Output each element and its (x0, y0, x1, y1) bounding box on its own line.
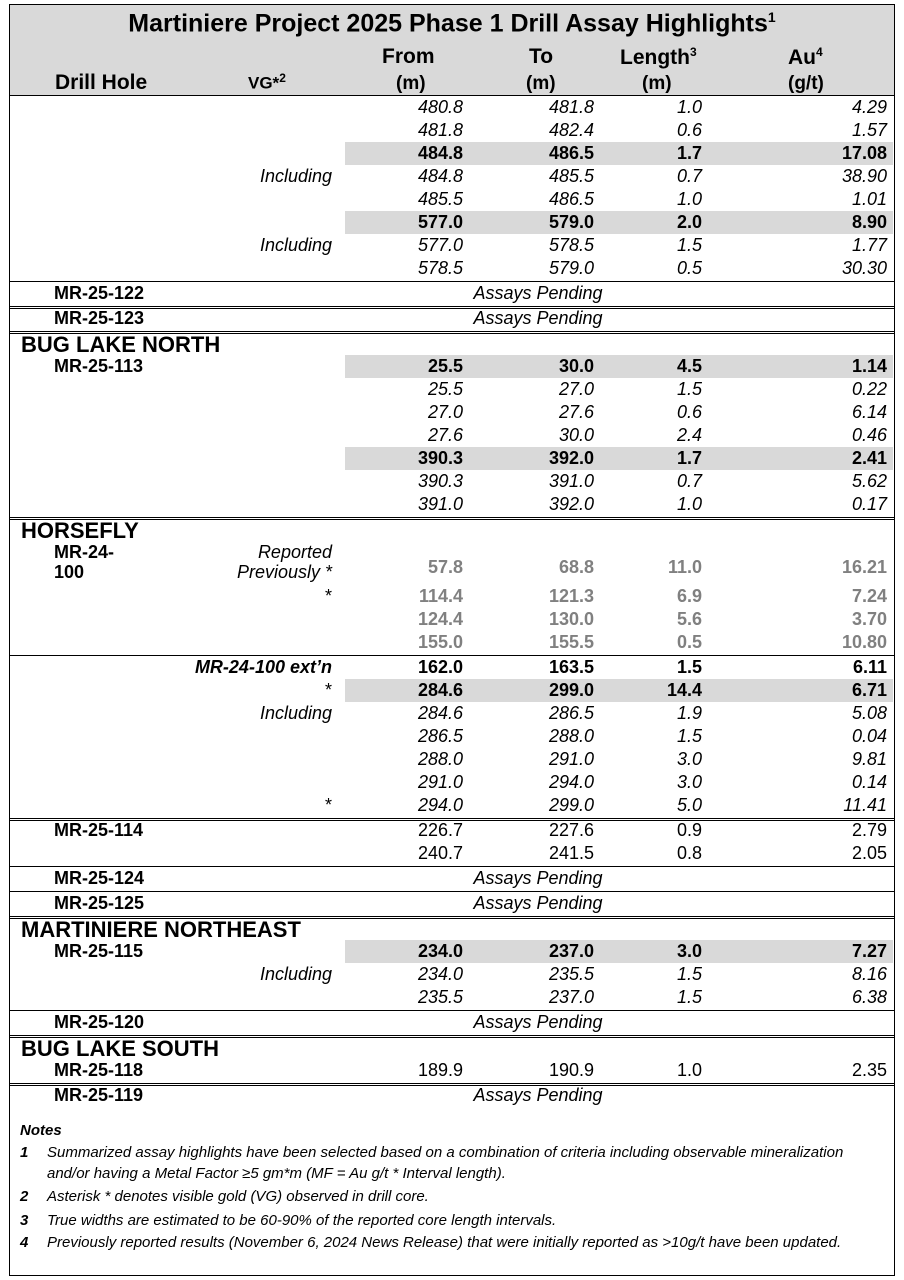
vg-cell: Including (259, 703, 332, 723)
from-value: 484.8 (417, 166, 463, 186)
from-value: 284.6 (417, 703, 463, 723)
length-value: 0.8 (676, 843, 702, 863)
length-value: 1.5 (676, 726, 702, 746)
col-header-vg: VG*$^2$ (248, 71, 286, 93)
col-header-length: Length$^3$ (620, 45, 697, 69)
length-value: 1.0 (676, 494, 702, 514)
table-row (9, 541, 895, 585)
from-value: 294.0 (417, 795, 463, 815)
to-value: 241.5 (548, 843, 594, 863)
au-value: 1.77 (851, 235, 887, 255)
from-value: 234.0 (417, 941, 463, 961)
col-header-au-unit: (g/t) (788, 73, 824, 94)
table-title: Martiniere Project 2025 Phase 1 Drill Assay Highlights$^1$ (128, 9, 776, 38)
table-row (9, 355, 895, 378)
length-value: 3.0 (676, 772, 702, 792)
to-value: 286.5 (548, 703, 594, 723)
from-value: 484.8 (417, 143, 463, 163)
au-value: 8.16 (851, 964, 887, 984)
table-row (9, 748, 895, 771)
au-value: 0.14 (851, 772, 887, 792)
section-title: BUG LAKE SOUTH (21, 1036, 219, 1061)
table-row (9, 1059, 895, 1082)
to-value: 27.6 (558, 402, 594, 422)
from-value: 240.7 (417, 843, 463, 863)
length-value: 0.7 (676, 471, 702, 491)
assay-table: Martiniere Project 2025 Phase 1 Drill Assay Highlights$^1$ Drill Hole VG*$^2$ From (m) To (m) Length$^3$ (m) Au$^4$ (g/t) 480.8 481.8 1.0 4.29 481.8 482.4 0.6 1.57 484.8 486.5 1.7 17.08 Including 484.8 485.5 0.7 38.90 485.5 486.5 1.0 1.01 577.0 579.0 2.0 8.90 Including 577.0 578.5 1.5 1.77 578.5 579.0 0.5 30.30 MR-25-122 Assays Pending MR-25-123 Assays Pending BUG LAKE NORTH MR-25-113 25.5 30.0 4.5 1.14 25.5 27.0 1.5 0.22 27.0 27.6 0.6 6.14 27.6 30.0 2.4 0.46 390.3 392.0 1.7 2.41 390.3 391.0 0.7 5.62 391.0 392.0 1.0 0.17 HORSEFLY MR-24-100 Reported Previously * 57.8 68.8 11.0 16.21 * 114.4 121.3 6.9 7.24 124.4 130.0 5.6 3.70 155.0 155.5 0.5 10.80 MR-24-100 ext’n 162.0 163.5 1.5 6.11 * 284.6 299.0 14.4 6.71 Including 284.6 286.5 1.9 5.08 286.5 288.0 1.5 0.04 288.0 291.0 3.0 9.81 291.0 294.0 3.0 0.14 * 294.0 299.0 5.0 11.41 MR-25-114 226.7 227.6 0.9 2.79 240.7 241.5 0.8 2.05 MR-25-124 Assays Pending MR-25-125 Assays Pending MARTINIERE NORTHEAST MR-25-115 234.0 237.0 3.0 7.27 Including 234.0 235.5 1.5 8.16 235.5 237.0 1.5 6.38 MR-25-120 Assays Pending BUG LAKE SOUTH MR-25-118 189.9 190.9 1.0 2.35 MR-25-119 Assays Pending Notes 1 Summarized assay highlights have been selected based on a combination of criteria including observable mineralization and/or having a Metal Factor ≥5 gm*m (MF = Au g/t * Interval length). 2 Asterisk * denotes visible gold (VG) observed in drill core. 3 True widths are estimated to be 60-90% of the reported core length intervals. 4 Previously reported results (November 6, 2024 News Release) that were initially reported as >10g/t have been updated. (9, 4, 895, 1276)
section-row (9, 518, 895, 541)
to-value: 190.9 (548, 1060, 594, 1080)
table-row (9, 119, 895, 142)
vg-cell: Including (259, 235, 332, 255)
length-value: 1.7 (676, 143, 702, 163)
table-row (9, 96, 895, 119)
au-value: 8.90 (851, 212, 887, 232)
from-value: 189.9 (417, 1060, 463, 1080)
to-value: 288.0 (548, 726, 594, 746)
au-value: 38.90 (841, 166, 887, 186)
table-row (9, 794, 895, 817)
from-value: 25.5 (427, 356, 463, 376)
drill-hole-id: MR-25-113 (54, 356, 144, 376)
length-value: 0.6 (676, 402, 702, 422)
to-value: 579.0 (548, 258, 594, 278)
table-row (9, 1011, 895, 1034)
vg-cell: * (324, 680, 332, 700)
table-row (9, 771, 895, 794)
to-value: 579.0 (548, 212, 594, 232)
from-value: 485.5 (417, 189, 463, 209)
section-title: BUG LAKE NORTH (21, 332, 221, 357)
from-value: 114.4 (418, 586, 463, 606)
from-value: 291.0 (417, 772, 463, 792)
au-value: 0.22 (851, 379, 887, 399)
assays-pending-label: Assays Pending (473, 283, 603, 303)
assays-pending-label: Assays Pending (473, 1012, 603, 1032)
from-value: 234.0 (417, 964, 463, 984)
table-row (9, 892, 895, 915)
table-row (9, 963, 895, 986)
au-value: 16.21 (841, 556, 887, 577)
from-value: 578.5 (417, 258, 463, 278)
to-value: 299.0 (548, 680, 594, 700)
from-value: 284.6 (417, 680, 463, 700)
length-value: 0.7 (676, 166, 702, 186)
to-value: 392.0 (548, 494, 594, 514)
notes-title: Notes (20, 1122, 62, 1139)
table-row (9, 608, 895, 631)
to-value: 482.4 (548, 120, 594, 140)
length-value: 4.5 (676, 356, 702, 376)
length-value: 6.9 (676, 586, 702, 606)
drill-hole-id: MR-25-118 (54, 1060, 144, 1080)
to-value: 227.6 (548, 820, 594, 840)
length-value: 1.5 (676, 987, 702, 1007)
au-value: 1.01 (851, 189, 887, 209)
vg-cell: Including (259, 964, 332, 984)
drill-hole-id: MR-25-124 (54, 868, 145, 888)
table-row (9, 702, 895, 725)
table-row (9, 378, 895, 401)
table-row (9, 257, 895, 280)
col-header-from: From (382, 45, 435, 68)
vg-cell: Reported Previously * (236, 542, 332, 582)
to-value: 294.0 (548, 772, 594, 792)
table-row (9, 470, 895, 493)
from-value: 235.5 (417, 987, 463, 1007)
from-value: 57.8 (427, 556, 463, 577)
to-value: 27.0 (558, 379, 594, 399)
vg-cell: Including (259, 166, 332, 186)
to-value: 237.0 (548, 987, 594, 1007)
section-row (9, 332, 895, 355)
to-value: 30.0 (558, 425, 594, 445)
length-value: 5.0 (676, 795, 702, 815)
from-value: 288.0 (417, 749, 463, 769)
from-value: 124.4 (417, 609, 463, 629)
from-value: 27.0 (427, 402, 463, 422)
table-row (9, 725, 895, 748)
length-value: 2.0 (676, 212, 702, 232)
au-value: 2.05 (851, 843, 887, 863)
au-value: 7.24 (851, 586, 887, 606)
au-value: 5.62 (851, 471, 887, 491)
drill-hole-id: MR-24-100 (54, 542, 115, 582)
au-value: 2.79 (851, 820, 887, 840)
table-row (9, 142, 895, 165)
table-header (9, 4, 895, 96)
from-value: 27.6 (427, 425, 463, 445)
au-value: 17.08 (841, 143, 887, 163)
vg-cell: * (324, 795, 332, 815)
to-value: 485.5 (548, 166, 594, 186)
col-header-to-unit: (m) (526, 73, 556, 94)
length-value: 11.0 (667, 556, 702, 577)
col-header-au: Au$^4$ (788, 45, 823, 69)
au-value: 6.71 (851, 680, 887, 700)
au-value: 10.80 (841, 632, 887, 652)
table-row (9, 447, 895, 470)
length-value: 1.0 (676, 97, 702, 117)
drill-hole-id: MR-25-125 (54, 893, 145, 913)
from-value: 480.8 (417, 97, 463, 117)
au-value: 5.08 (851, 703, 887, 723)
length-value: 3.0 (676, 941, 702, 961)
to-value: 578.5 (548, 235, 594, 255)
from-value: 25.5 (427, 379, 463, 399)
col-header-to: To (529, 45, 554, 68)
to-value: 155.5 (548, 632, 594, 652)
length-value: 0.9 (676, 820, 702, 840)
au-value: 0.04 (851, 726, 887, 746)
to-value: 237.0 (548, 941, 594, 961)
table-row (9, 1084, 895, 1107)
au-value: 3.70 (851, 609, 887, 629)
vg-cell: * (324, 586, 332, 606)
table-row (9, 493, 895, 516)
drill-hole-id: MR-25-119 (54, 1085, 144, 1105)
au-value: 6.14 (851, 402, 887, 422)
au-value: 2.41 (851, 448, 887, 468)
table-row (9, 631, 895, 654)
from-value: 577.0 (417, 235, 463, 255)
length-value: 1.5 (676, 379, 702, 399)
au-value: 0.17 (851, 494, 887, 514)
table-row (9, 211, 895, 234)
length-value: 0.6 (676, 120, 702, 140)
to-value: 486.5 (548, 143, 594, 163)
from-value: 577.0 (417, 212, 463, 232)
to-value: 391.0 (548, 471, 594, 491)
au-value: 1.57 (851, 120, 887, 140)
table-row (9, 282, 895, 305)
table-row (9, 656, 895, 679)
table-row (9, 819, 895, 842)
assays-pending-label: Assays Pending (473, 893, 603, 913)
table-row (9, 234, 895, 257)
to-value: 163.5 (548, 657, 594, 677)
section-title: HORSEFLY (21, 518, 139, 543)
from-value: 390.3 (417, 448, 463, 468)
to-value: 486.5 (548, 189, 594, 209)
table-row (9, 585, 895, 608)
from-value: 391.0 (417, 494, 463, 514)
drill-hole-id: MR-25-122 (54, 283, 145, 303)
to-value: 30.0 (558, 356, 594, 376)
length-value: 1.5 (676, 235, 702, 255)
assays-pending-label: Assays Pending (473, 308, 603, 328)
from-value: 162.0 (417, 657, 463, 677)
table-body (9, 96, 895, 1116)
table-row (9, 401, 895, 424)
au-value: 1.14 (851, 356, 887, 376)
col-header-length-unit: (m) (642, 73, 672, 94)
section-row (9, 1036, 895, 1059)
to-value: 121.3 (548, 586, 594, 606)
drill-hole-ext-label: MR-24-100 ext’n (194, 657, 332, 677)
col-header-drill-hole: Drill Hole (55, 71, 148, 94)
au-value: 7.27 (851, 941, 887, 961)
table-row (9, 307, 895, 330)
col-header-from-unit: (m) (396, 73, 426, 94)
to-value: 299.0 (548, 795, 594, 815)
section-title: MARTINIERE NORTHEAST (21, 917, 301, 942)
length-value: 0.5 (676, 632, 702, 652)
length-value: 1.7 (676, 448, 702, 468)
to-value: 235.5 (548, 964, 594, 984)
au-value: 30.30 (841, 258, 887, 278)
table-row (9, 165, 895, 188)
from-value: 390.3 (417, 471, 463, 491)
length-value: 1.0 (676, 1060, 702, 1080)
au-value: 9.81 (851, 749, 887, 769)
length-value: 1.5 (676, 964, 702, 984)
length-value: 1.0 (676, 189, 702, 209)
length-value: 2.4 (676, 425, 702, 445)
section-row (9, 917, 895, 940)
au-value: 6.11 (852, 657, 887, 677)
table-row (9, 679, 895, 702)
from-value: 286.5 (417, 726, 463, 746)
table-row (9, 867, 895, 890)
drill-hole-id: MR-25-123 (54, 308, 145, 328)
au-value: 4.29 (851, 97, 887, 117)
assays-pending-label: Assays Pending (473, 868, 603, 888)
assays-pending-label: Assays Pending (473, 1085, 603, 1105)
from-value: 481.8 (417, 120, 463, 140)
au-value: 2.35 (851, 1060, 887, 1080)
drill-hole-id: MR-25-115 (54, 941, 144, 961)
length-value: 1.5 (676, 657, 702, 677)
length-value: 14.4 (666, 680, 702, 700)
to-value: 481.8 (548, 97, 594, 117)
from-value: 155.0 (417, 632, 463, 652)
length-value: 5.6 (676, 609, 702, 629)
table-row (9, 188, 895, 211)
table-row (9, 842, 895, 865)
to-value: 130.0 (548, 609, 594, 629)
table-row (9, 424, 895, 447)
au-value: 6.38 (851, 987, 887, 1007)
length-value: 1.9 (676, 703, 702, 723)
drill-hole-id: MR-25-120 (54, 1012, 145, 1032)
drill-hole-id: MR-25-114 (54, 820, 144, 840)
to-value: 291.0 (548, 749, 594, 769)
length-value: 3.0 (676, 749, 702, 769)
to-value: 68.8 (558, 556, 594, 577)
length-value: 0.5 (676, 258, 702, 278)
au-value: 11.41 (843, 795, 887, 815)
to-value: 392.0 (548, 448, 594, 468)
from-value: 226.7 (417, 820, 463, 840)
table-row (9, 940, 895, 963)
table-row (9, 986, 895, 1009)
au-value: 0.46 (851, 425, 887, 445)
